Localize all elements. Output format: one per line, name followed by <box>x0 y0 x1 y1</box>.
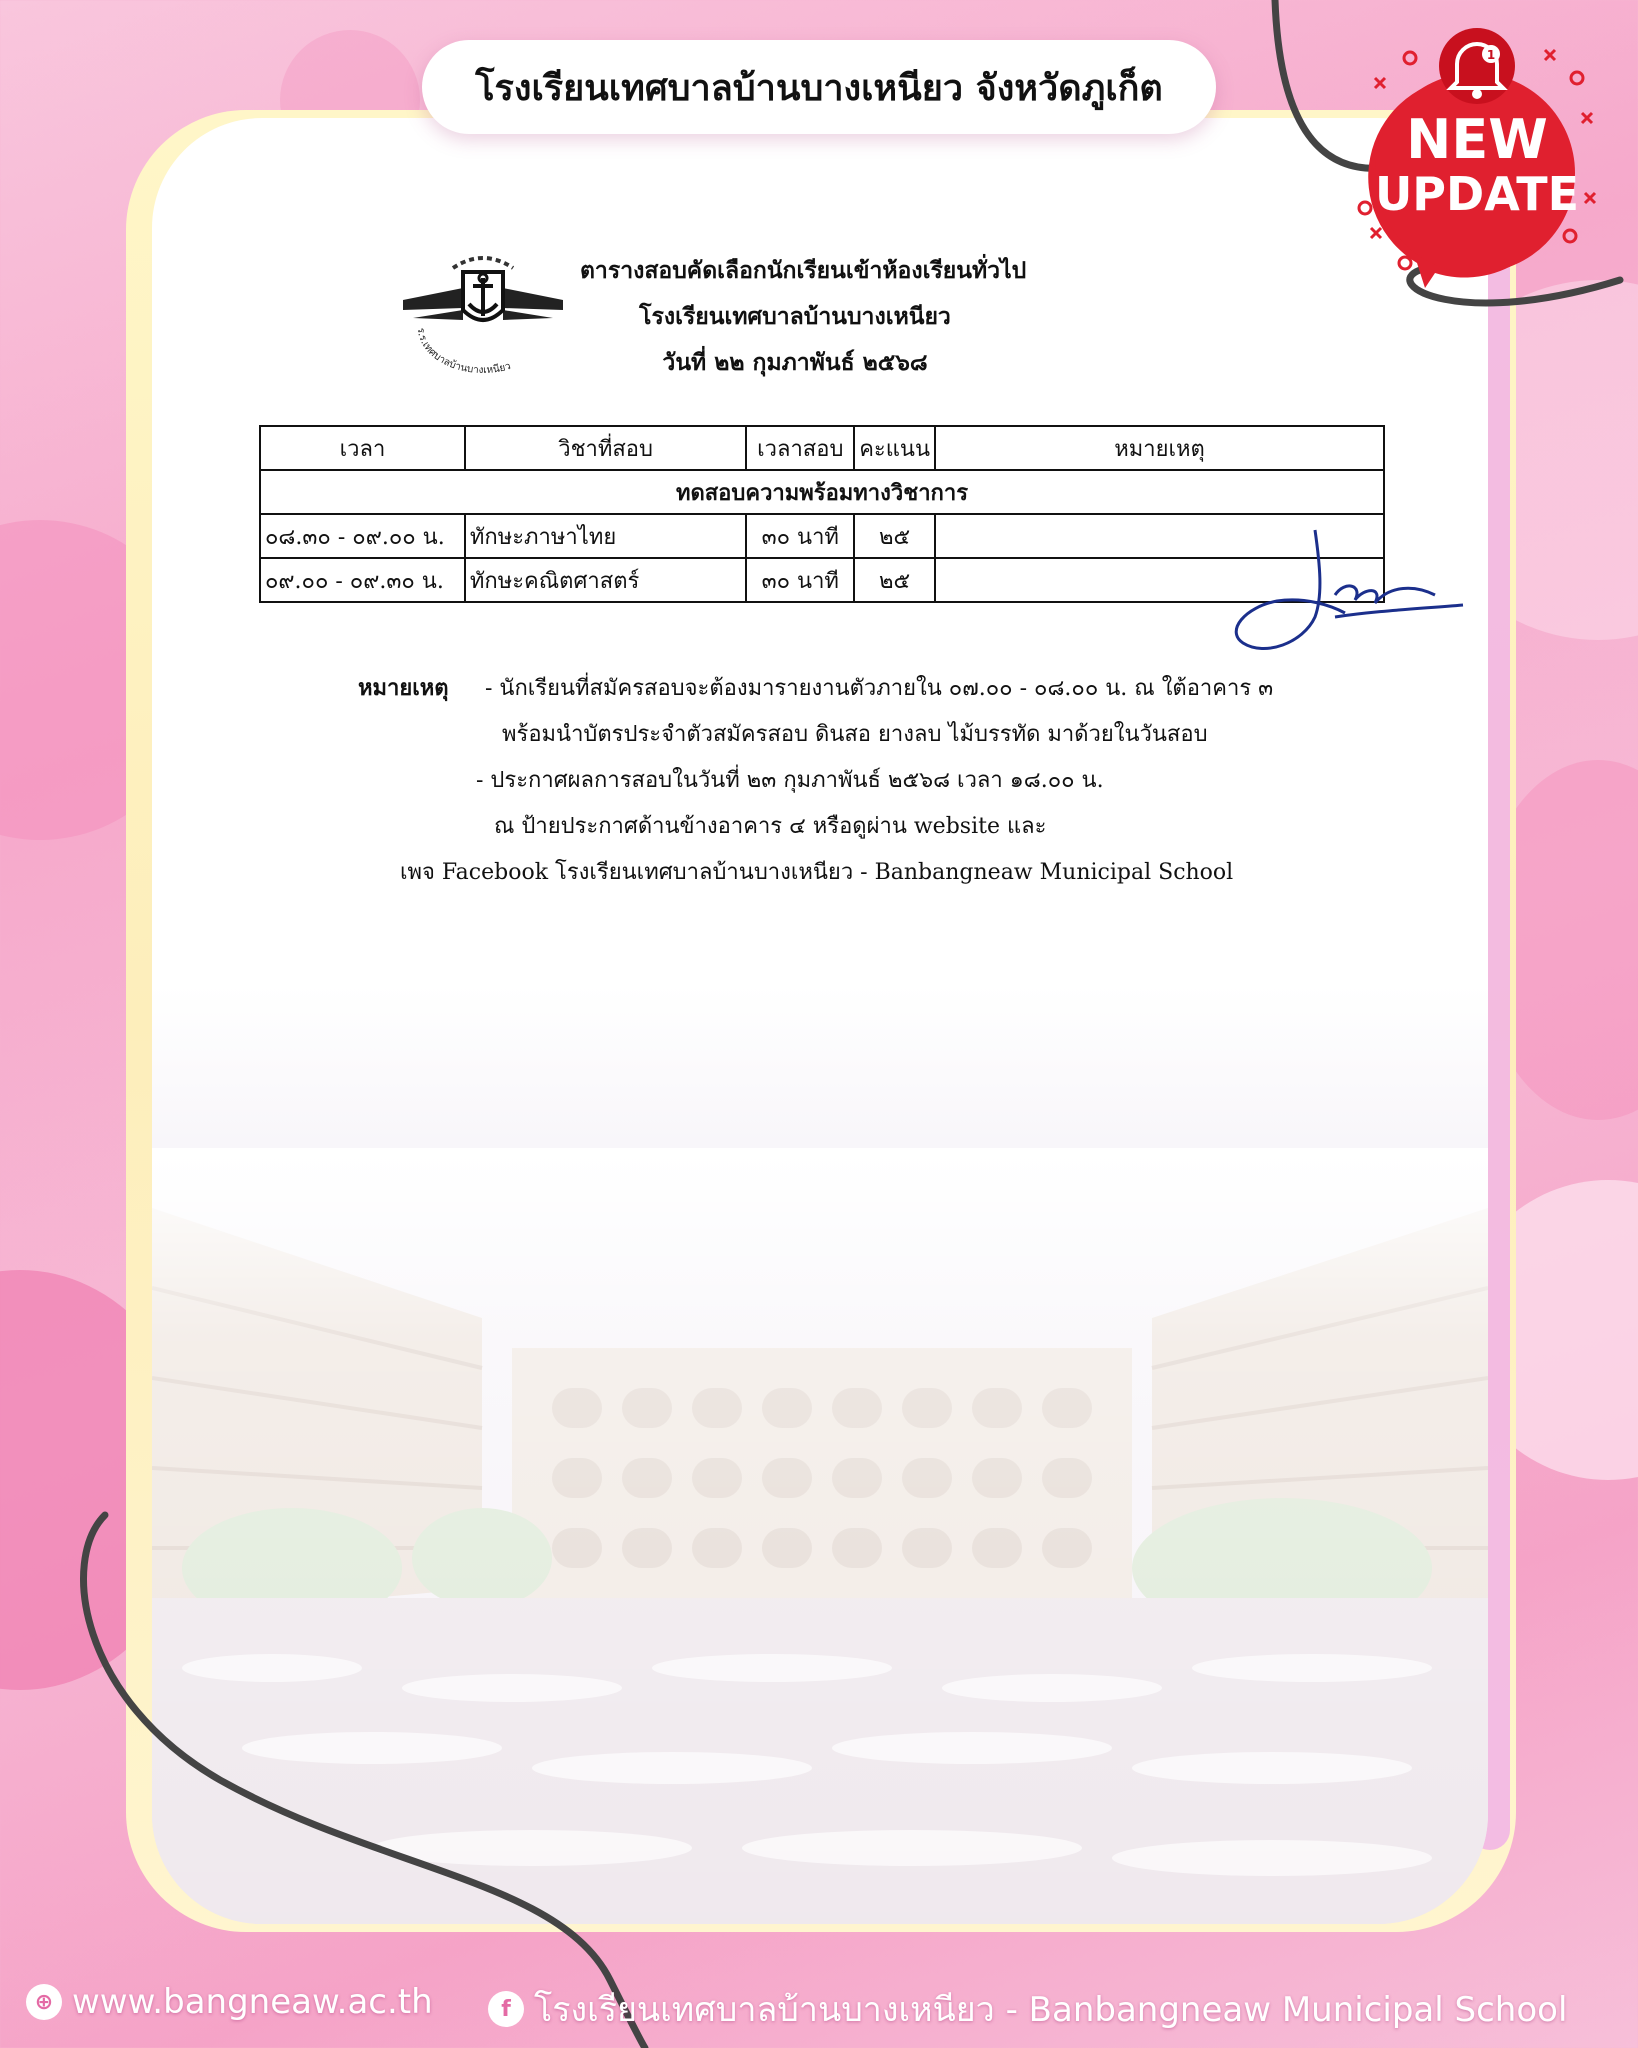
table-header-row <box>260 426 1384 470</box>
footer-website[interactable] <box>26 1982 433 2022</box>
header-remark: หมายเหตุ <box>935 426 1384 470</box>
notes-line: พร้อมนำบัตรประจำตัวสมัครสอบ ดินสอ ยางลบ ไม้บรรทัด มาด้วยในวันสอบ <box>502 722 1208 747</box>
row-duration: ๓๐ นาที <box>746 514 854 558</box>
table-section-row <box>260 470 1384 514</box>
row-subject: ทักษะคณิตศาสตร์ <box>465 558 746 602</box>
heading-line-2: โรงเรียนเทศบาลบ้านบางเหนียว <box>639 303 951 330</box>
website-link[interactable]: www.bangneaw.ac.th <box>72 1982 433 2022</box>
header-duration: เวลาสอบ <box>746 426 854 470</box>
header-score: คะแนน <box>854 426 935 470</box>
facebook-icon: f <box>488 1991 524 2027</box>
header-subject: วิชาที่สอบ <box>465 426 746 470</box>
row-subject: ทักษะภาษาไทย <box>465 514 746 558</box>
row-time: ๐๘.๓๐ - ๐๙.๐๐ น. <box>260 514 465 558</box>
notes-line: - นักเรียนที่สมัครสอบจะต้องมารายงานตัวภายใน ๐๗.๐๐ - ๐๘.๐๐ น. ณ ใต้อาคาร ๓ <box>485 676 1274 701</box>
notification-count: 1 <box>1486 48 1496 62</box>
badge-new-text: NEW <box>1406 108 1548 171</box>
row-score: ๒๕ <box>854 514 935 558</box>
notes-line: เพจ Facebook โรงเรียนเทศบาลบ้านบางเหนียว - Banbangneaw Municipal School <box>400 860 1234 885</box>
notes-line: ณ ป้ายประกาศด้านข้างอาคาร ๔ หรือดูผ่าน website และ <box>494 814 1047 839</box>
section-title: ทดสอบความพร้อมทางวิชาการ <box>260 470 1384 514</box>
school-title: โรงเรียนเทศบาลบ้านบางเหนียว จังหวัดภูเก็ต <box>475 67 1163 109</box>
school-logo <box>393 248 573 373</box>
notes-label: หมายเหตุ <box>358 675 449 701</box>
badge-update-text: UPDATE <box>1374 167 1580 221</box>
header-time: เวลา <box>260 426 465 470</box>
heading-line-1: ตารางสอบคัดเลือกนักเรียนเข้าห้องเรียนทั่วไป <box>580 257 1027 284</box>
row-score: ๒๕ <box>854 558 935 602</box>
row-duration: ๓๐ นาที <box>746 558 854 602</box>
notes-line: - ประกาศผลการสอบในวันที่ ๒๓ กุมภาพันธ์ ๒๕๖๘ เวลา ๑๘.๐๐ น. <box>476 768 1104 793</box>
heading-line-3: วันที่ ๒๒ กุมภาพันธ์ ๒๕๖๘ <box>662 349 928 376</box>
svg-text:ร.ร.เทศบาลบ้านบางเหนียว <box>415 327 512 373</box>
facebook-page-link[interactable]: โรงเรียนเทศบาลบ้านบางเหนียว - Banbangneaw Municipal School <box>534 1990 1568 2030</box>
row-time: ๐๙.๐๐ - ๐๙.๓๐ น. <box>260 558 465 602</box>
footer-facebook[interactable] <box>488 1982 1567 2036</box>
signature <box>1215 525 1465 665</box>
announcement-heading <box>580 248 1027 386</box>
logo-text: ร.ร.เทศบาลบ้านบางเหนียว <box>414 327 513 373</box>
globe-icon: ⊕ <box>26 1984 62 2020</box>
